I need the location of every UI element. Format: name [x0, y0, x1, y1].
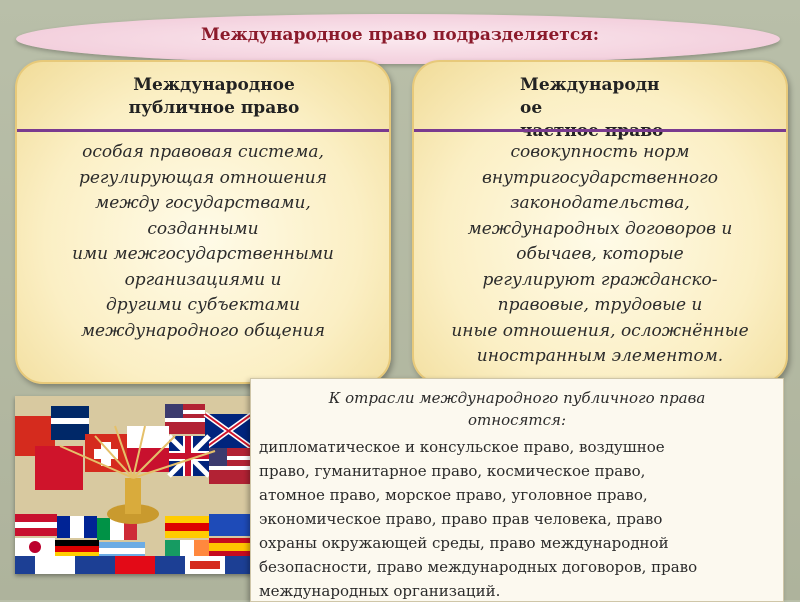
definition-line: правовые, трудовые и — [497, 295, 703, 315]
heading-line: Международн — [520, 75, 660, 95]
public-law-card — [15, 60, 391, 384]
branches-line: дипломатическое и консульское право, воздушное — [259, 438, 665, 456]
branches-box — [250, 378, 784, 602]
world-flags-image — [15, 396, 252, 574]
definition-line: международного общения — [80, 320, 326, 341]
heading-line: Международное — [133, 75, 295, 95]
definition-line: законодательства, — [510, 193, 690, 213]
definition-line: организациями и — [124, 269, 282, 290]
definition-line: регулируют гражданско- — [482, 269, 718, 290]
branches-title — [251, 387, 783, 431]
divider — [414, 129, 786, 132]
branches-line: право, гуманитарное право, космическое право, — [259, 462, 646, 480]
definition-line: международных договоров и — [467, 218, 733, 239]
public-law-card-header — [17, 62, 389, 130]
definition-line: иностранным элементом. — [476, 346, 724, 366]
branches-line: международных организаций. — [259, 582, 501, 600]
definition-line: особая правовая система, — [82, 142, 324, 162]
private-law-heading — [520, 74, 690, 143]
private-law-definition — [414, 140, 786, 370]
definition-line: совокупность норм — [510, 142, 690, 162]
private-law-card — [412, 60, 788, 384]
page-title: Международное право подразделяется: — [200, 25, 600, 45]
definition-line: другими субъектами — [105, 295, 301, 315]
definition-line: внутригосударственного — [482, 167, 718, 188]
private-law-card-header — [414, 62, 786, 130]
divider — [17, 129, 389, 132]
heading-line: ое — [520, 98, 543, 118]
branches-line: атомное право, морское право, уголовное право, — [259, 486, 648, 504]
branches-line: безопасности, право международных договоров, право — [259, 558, 698, 576]
definition-line: регулирующая отношения — [78, 167, 328, 188]
public-law-heading — [109, 74, 319, 120]
heading-line: публичное право — [128, 98, 300, 118]
branches-line: охраны окружающей среды, право международной — [259, 534, 669, 552]
definition-line: иные отношения, осложнённые — [451, 320, 749, 341]
branches-title-line: К отрасли международного публичного права — [328, 389, 706, 407]
branches-line: экономическое право, право прав человека, право — [259, 510, 663, 528]
definition-line: ими межгосударственными — [72, 244, 334, 264]
definition-line: между государствами, — [95, 193, 311, 213]
branches-list — [259, 435, 779, 602]
definition-line: обычаев, которые — [516, 244, 684, 264]
definition-line: созданными — [147, 218, 259, 239]
branches-title-line: относятся: — [467, 411, 567, 429]
public-law-definition — [17, 140, 389, 344]
